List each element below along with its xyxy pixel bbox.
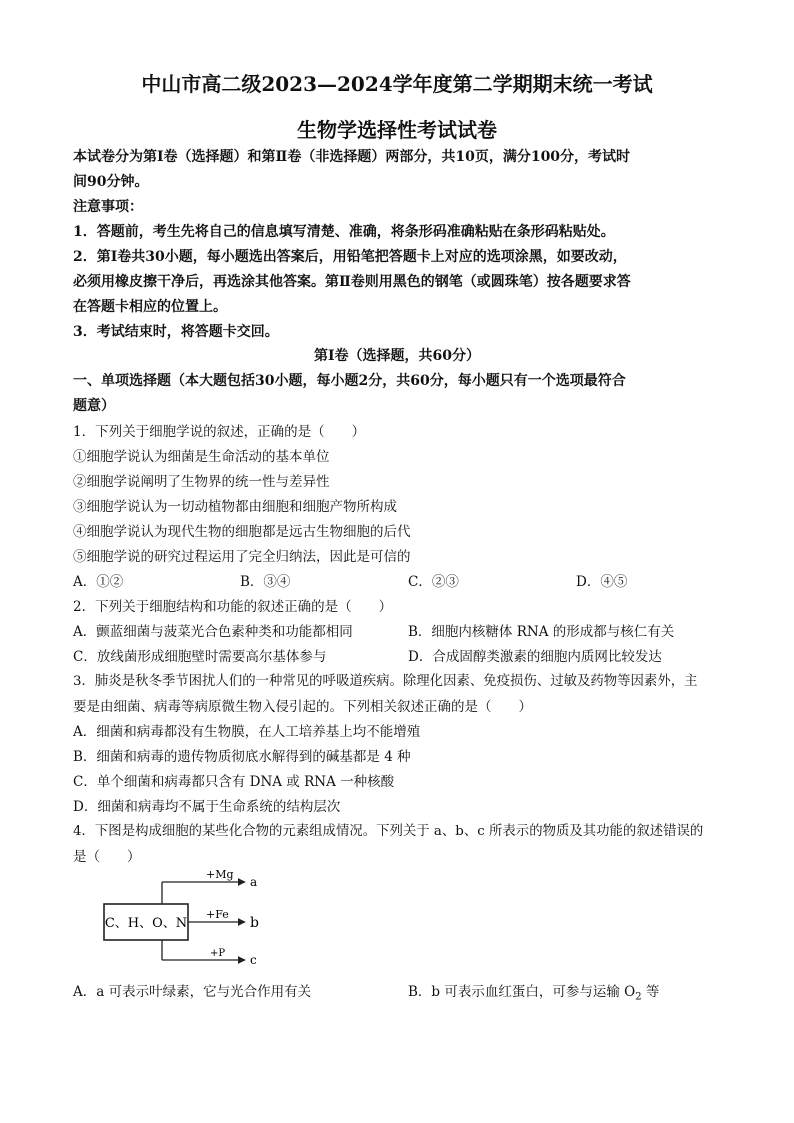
q2-stem: 2．下列关于细胞结构和功能的叙述正确的是（ ）: [73, 599, 393, 615]
q4-option-b-suffix: 等: [641, 984, 660, 1000]
q3-stem-line-1: 3．肺炎是秋冬季节困扰人们的一种常见的呼吸道疾病。除理化因素、免疫损伤、过敏及药物等因素外，主: [73, 674, 698, 689]
q3-option-a: A．细菌和病毒都没有生物膜，在人工培养基上均不能增殖: [73, 724, 421, 740]
q4-option-b-subscript: 2: [635, 991, 642, 1003]
exam-subtitle: 生物学选择性考试试卷: [297, 118, 497, 142]
element-box-label: C、H、O、N: [104, 916, 188, 931]
q1-statement-2: ②细胞学说阐明了生物界的统一性与差异性: [73, 474, 330, 490]
q1-statement-1: ①细胞学说认为细菌是生命活动的基本单位: [73, 449, 330, 465]
arrow-a-target: a: [250, 875, 258, 889]
q4-option-a: A．a 可表示叶绿素，它与光合作用有关: [73, 984, 312, 1000]
q1-statement-5: ⑤细胞学说的研究过程运用了完全归纳法，因此是可信的: [73, 549, 411, 565]
q2-option-d: D．合成固醇类激素的细胞内质网比较发达: [408, 649, 662, 665]
q1-stem: 1．下列关于细胞学说的叙述，正确的是（ ）: [73, 424, 366, 440]
q1-option-d: D．④⑤: [576, 574, 628, 590]
q3-option-b: B．细菌和病毒的遗传物质彻底水解得到的碱基都是 4 种: [73, 749, 411, 765]
arrow-a-label: +Mg: [206, 868, 234, 881]
arrow-c-label: +P: [210, 948, 226, 959]
arrow-b-target: b: [250, 915, 259, 931]
q3-option-c: C．单个细菌和病毒都只含有 DNA 或 RNA 一种核酸: [73, 774, 395, 790]
q4-stem-line-2: 是（ ）: [73, 849, 141, 865]
notice-item-2-line-3: 在答题卡相应的位置上。: [73, 299, 227, 315]
intro-line-1: 本试卷分为第Ⅰ卷（选择题）和第Ⅱ卷（非选择题）两部分，共10页，满分100分，考试时: [73, 149, 631, 165]
element-composition-diagram: [100, 868, 280, 968]
section-heading-line-2: 题意）: [73, 398, 115, 414]
q2-option-a: A．颤蓝细菌与菠菜光合色素种类和功能都相同: [73, 624, 353, 640]
notice-item-2-line-1: 2．第Ⅰ卷共30小题，每小题选出答案后，用铅笔把答题卡上对应的选项涂黑，如要改动，: [73, 249, 627, 265]
notice-item-2-line-2: 必须用橡皮擦干净后，再选涂其他答案。第Ⅱ卷则用黑色的钢笔（或圆珠笔）按各题要求答: [73, 274, 631, 290]
notice-heading: 注意事项：: [73, 199, 143, 215]
q4-option-b: [408, 982, 659, 1008]
exam-title: 中山市高二级2023—2024学年度第二学期期末统一考试: [141, 72, 653, 96]
intro-line-2: 间90分钟。: [73, 174, 149, 190]
q4-stem-line-1: 4．下图是构成细胞的某些化合物的元素组成情况。下列关于 a、b、c 所表示的物质及其功能的叙述错误的: [73, 824, 704, 839]
part1-heading: 第Ⅰ卷（选择题，共60分）: [313, 348, 481, 364]
arrow-b-label: +Fe: [206, 908, 229, 921]
q3-option-d: D．细菌和病毒均不属于生命系统的结构层次: [73, 799, 341, 815]
q1-statement-4: ④细胞学说认为现代生物的细胞都是远古生物细胞的后代: [73, 524, 411, 540]
q3-stem-line-2: 要是由细菌、病毒等病原微生物入侵引起的。下列相关叙述正确的是（ ）: [73, 699, 532, 715]
q2-option-c: C．放线菌形成细胞壁时需要高尔基体参与: [73, 649, 327, 665]
notice-item-3: 3．考试结束时，将答题卡交回。: [73, 324, 279, 340]
q1-option-a: A．①②: [73, 574, 124, 590]
q1-option-c: C．②③: [408, 574, 459, 590]
q4-option-b-text: B．b 可表示血红蛋白，可参与运输 O: [408, 984, 636, 1000]
notice-item-1: 1．答题前，考生先将自己的信息填写清楚、准确，将条形码准确粘贴在条形码粘贴处。: [73, 224, 615, 240]
q2-option-b: B．细胞内核糖体 RNA 的形成都与核仁有关: [408, 624, 675, 640]
arrow-c-target: c: [250, 953, 257, 967]
q1-statement-3: ③细胞学说认为一切动植物都由细胞和细胞产物所构成: [73, 499, 397, 515]
q1-option-b: B．③④: [240, 574, 291, 590]
section-heading-line-1: 一、单项选择题（本大题包括30小题，每小题2分，共60分，每小题只有一个选项最符合: [73, 373, 626, 389]
